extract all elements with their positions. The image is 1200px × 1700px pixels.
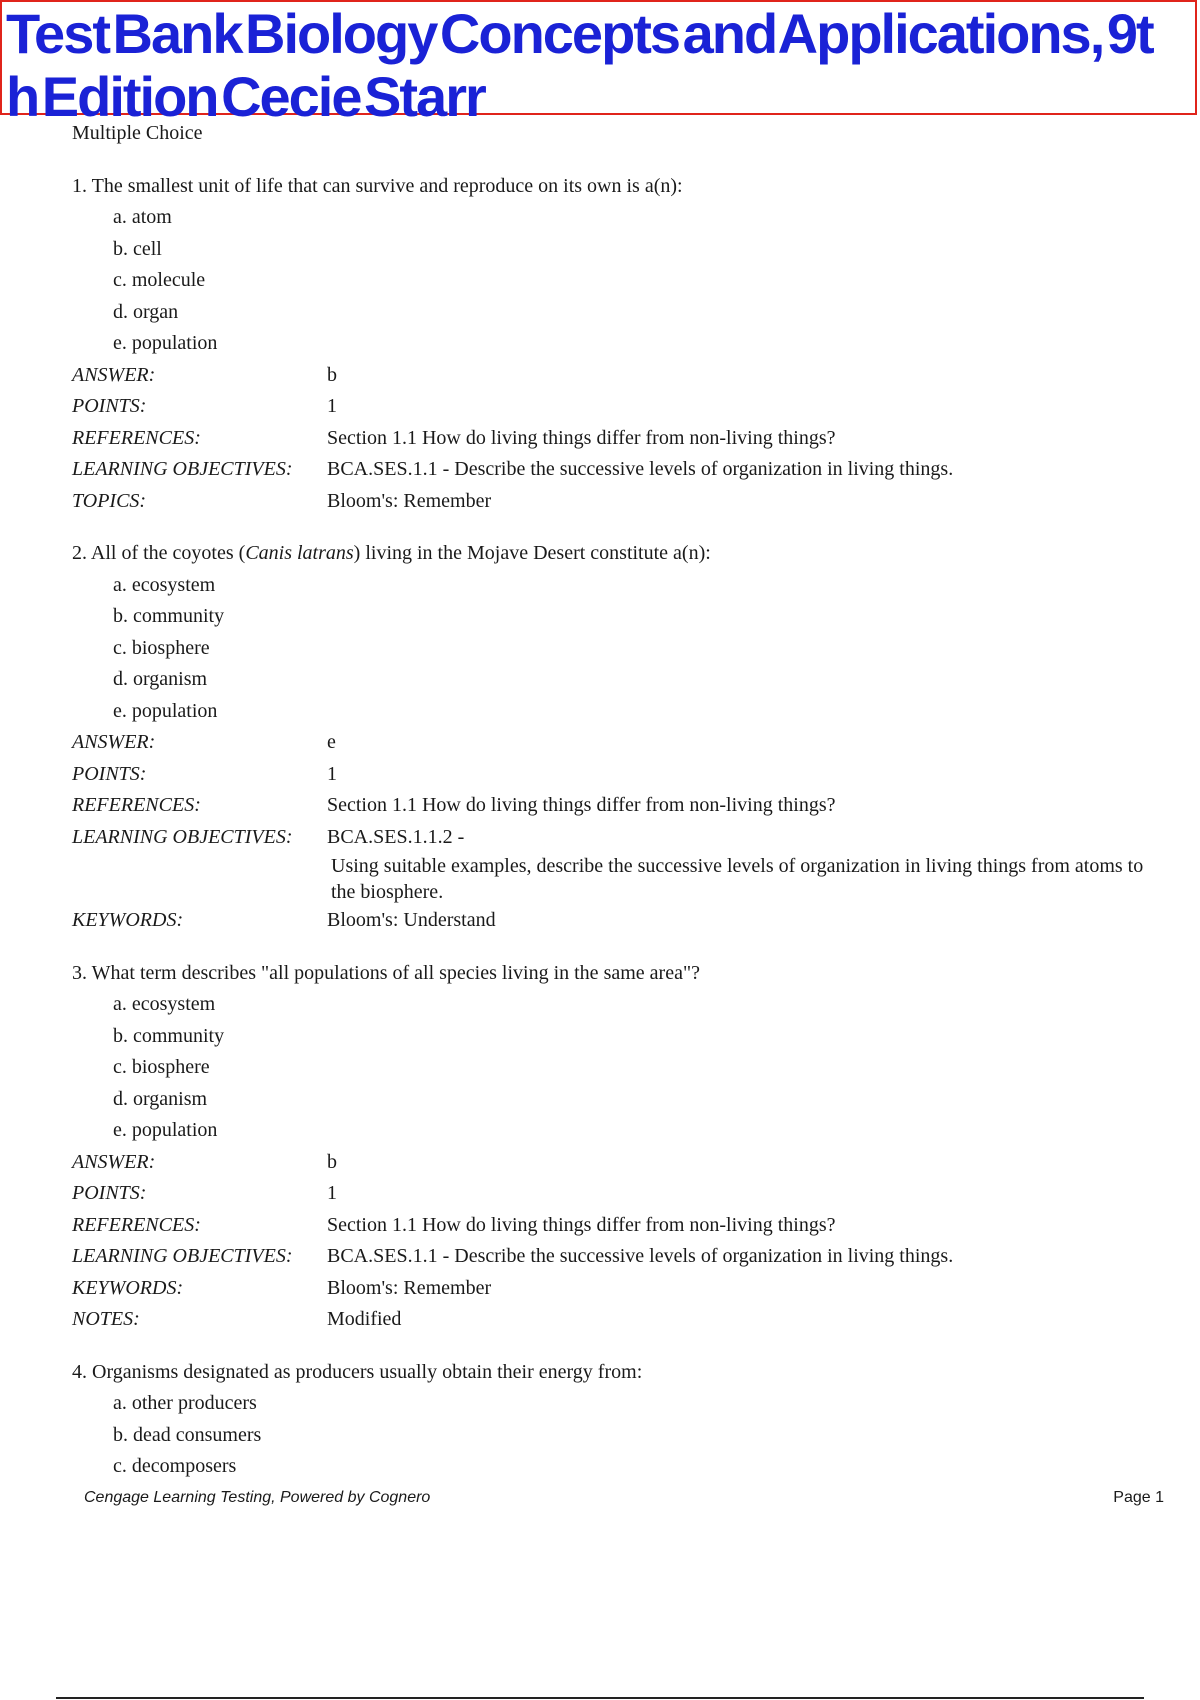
learning-objectives-row [72, 454, 1162, 486]
option-c: c. decomposers [113, 1455, 237, 1477]
answer-row [72, 1147, 1162, 1179]
stem-text-after: ) living in the Mojave Desert constitute a(n): [353, 542, 711, 564]
references-label: REFERENCES: [72, 1213, 201, 1236]
points-label: POINTS: [72, 395, 147, 417]
learning-objectives-label: LEARNING OBJECTIVES: [72, 825, 293, 848]
question-4 [72, 1357, 1162, 1483]
question-stem: 4. Organisms designated as producers usually obtain their energy from: [72, 1360, 643, 1383]
question-stem [72, 538, 1162, 570]
option-b: b. community [113, 605, 225, 627]
option-e: e. population [113, 332, 218, 354]
option-b: b. community [113, 1024, 225, 1047]
section-heading: Multiple Choice [72, 122, 203, 144]
option-e: e. population [113, 1119, 218, 1141]
document-title: Test Bank Biology Concepts and Applications, 9t h Edition Cecie Starr [6, 2, 1153, 128]
learning-objective-code: BCA.SES.1.1.2 - [327, 825, 465, 848]
references-label: REFERENCES: [72, 794, 201, 816]
learning-objectives-value: BCA.SES.1.1 - Describe the successive levels of organization in living things. [327, 1245, 954, 1267]
option-list [72, 570, 1162, 728]
references-row [72, 1210, 1162, 1242]
points-label: POINTS: [72, 762, 147, 785]
references-row [72, 790, 1162, 822]
learning-objectives-value [327, 822, 1162, 906]
option-list [72, 202, 1162, 360]
notes-label: NOTES: [72, 1308, 140, 1330]
keywords-label: KEYWORDS: [72, 909, 184, 931]
topics-row [72, 486, 1162, 518]
question-stem: 3. What term describes "all populations of all species living in the same area"? [72, 961, 700, 984]
question-1 [72, 171, 1162, 518]
points-value: 1 [327, 762, 337, 785]
learning-objective-text: Using suitable examples, describe the successive levels of organization in living things from atoms to the biosphere. [331, 855, 1144, 903]
topics-label: TOPICS: [72, 489, 147, 512]
question-3 [72, 958, 1162, 1336]
question-stem: 1. The smallest unit of life that can survive and reproduce on its own is a(n): [72, 174, 683, 197]
option-a: a. other producers [113, 1392, 257, 1414]
species-name: Canis latrans [245, 542, 354, 564]
option-c: c. biosphere [113, 1056, 210, 1078]
option-b: b. cell [113, 237, 162, 260]
answer-row [72, 360, 1162, 392]
answer-row [72, 727, 1162, 759]
option-a: a. ecosystem [113, 993, 216, 1015]
points-row [72, 759, 1162, 791]
stem-text-before: 2. All of the coyotes ( [72, 542, 246, 564]
points-label: POINTS: [72, 1182, 147, 1204]
learning-objectives-row [72, 1241, 1162, 1273]
question-metadata [72, 727, 1162, 937]
answer-label: ANSWER: [72, 363, 156, 386]
footer-credit: Cengage Learning Testing, Powered by Cognero [84, 1489, 431, 1506]
option-d: d. organism [113, 1087, 208, 1110]
points-row [72, 1178, 1162, 1210]
question-metadata [72, 360, 1162, 518]
answer-label: ANSWER: [72, 1150, 156, 1173]
option-list [72, 1388, 1162, 1483]
learning-objectives-label: LEARNING OBJECTIVES: [72, 1245, 293, 1267]
test-content [72, 118, 1162, 1504]
option-b: b. dead consumers [113, 1423, 262, 1446]
keywords-value: Bloom's: Remember [327, 1276, 492, 1299]
option-c: c. biosphere [113, 636, 210, 659]
keywords-label: KEYWORDS: [72, 1276, 184, 1299]
learning-objectives-value: BCA.SES.1.1 - Describe the successive levels of organization in living things. [327, 458, 954, 480]
answer-value: e [327, 731, 336, 753]
keywords-value: Bloom's: Understand [327, 909, 496, 931]
notes-row [72, 1304, 1162, 1336]
references-value: Section 1.1 How do living things differ from non-living things? [327, 426, 836, 449]
option-d: d. organism [113, 668, 208, 690]
option-list [72, 989, 1162, 1147]
references-value: Section 1.1 How do living things differ from non-living things? [327, 794, 836, 816]
option-a: a. ecosystem [113, 573, 216, 596]
topics-value: Bloom's: Remember [327, 489, 492, 512]
question-2 [72, 538, 1162, 937]
answer-value: b [327, 363, 337, 386]
option-c: c. molecule [113, 269, 206, 291]
points-value: 1 [327, 1182, 337, 1204]
bottom-divider [56, 1697, 1144, 1699]
page-number: Page 1 [1113, 1489, 1164, 1506]
option-e: e. population [113, 699, 218, 722]
learning-objectives-label: LEARNING OBJECTIVES: [72, 458, 293, 480]
notes-value: Modified [327, 1308, 402, 1330]
references-label: REFERENCES: [72, 426, 201, 449]
points-row [72, 391, 1162, 423]
answer-label: ANSWER: [72, 731, 156, 753]
question-metadata [72, 1147, 1162, 1336]
references-value: Section 1.1 How do living things differ from non-living things? [327, 1213, 836, 1236]
title-banner [0, 0, 1197, 128]
learning-objectives-row [72, 822, 1162, 906]
option-a: a. atom [113, 206, 172, 228]
option-d: d. organ [113, 300, 179, 323]
keywords-row [72, 905, 1162, 937]
keywords-row [72, 1273, 1162, 1305]
points-value: 1 [327, 395, 337, 417]
references-row [72, 423, 1162, 455]
answer-value: b [327, 1150, 337, 1173]
page-footer [84, 1487, 1164, 1509]
